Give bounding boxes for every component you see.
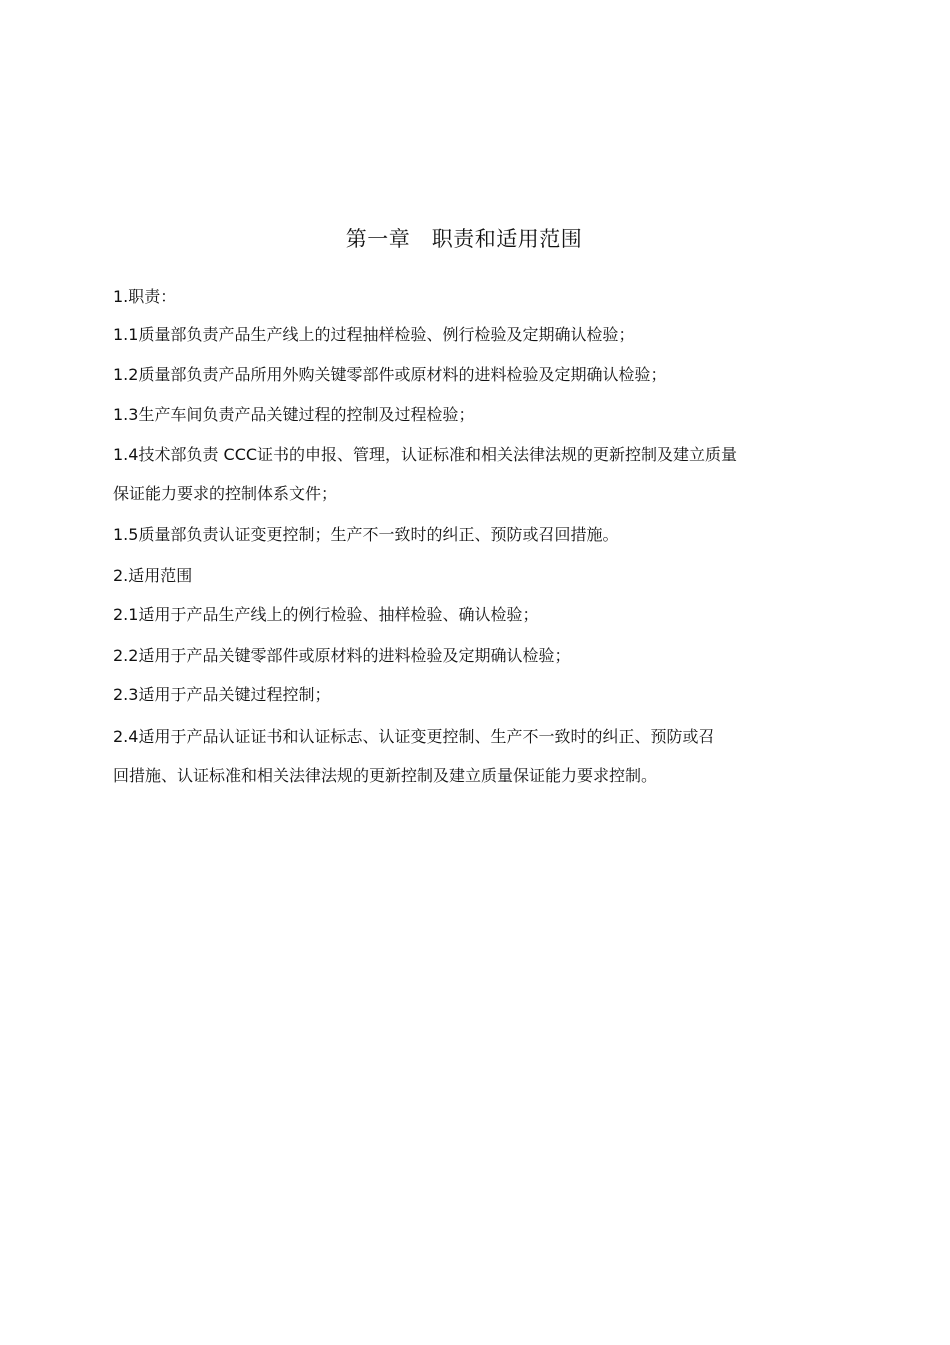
section-heading-scope: 2.适用范围	[113, 566, 193, 585]
item-2-2: 2.2适用于产品关键零部件或原材料的进料检验及定期确认检验；	[113, 646, 571, 665]
item-2-4-line-1: 2.4适用于产品认证证书和认证标志、认证变更控制、生产不一致时的纠正、预防或召	[113, 727, 715, 746]
item-2-3: 2.3适用于产品关键过程控制；	[113, 685, 331, 704]
item-2-4-line-2: 回措施、认证标准和相关法律法规的更新控制及建立质量保证能力要求控制。	[113, 766, 658, 785]
section-heading-responsibilities: 1.职责：	[113, 287, 177, 306]
item-2-1: 2.1适用于产品生产线上的例行检验、抽样检验、确认检验；	[113, 605, 539, 624]
item-1-3: 1.3生产车间负责产品关键过程的控制及过程检验；	[113, 405, 475, 424]
item-1-4-line-2: 保证能力要求的控制体系文件；	[113, 484, 338, 503]
item-1-1: 1.1质量部负责产品生产线上的过程抽样检验、例行检验及定期确认检验；	[113, 325, 635, 344]
item-1-2: 1.2质量部负责产品所用外购关键零部件或原材料的进料检验及定期确认检验；	[113, 365, 667, 384]
chapter-title: 第一章 职责和适用范围	[345, 227, 583, 251]
item-1-5: 1.5质量部负责认证变更控制；生产不一致时的纠正、预防或召回措施。	[113, 525, 619, 544]
item-1-4-line-1: 1.4技术部负责 CCC证书的申报、管理，认证标准和相关法律法规的更新控制及建立质量	[113, 445, 738, 464]
